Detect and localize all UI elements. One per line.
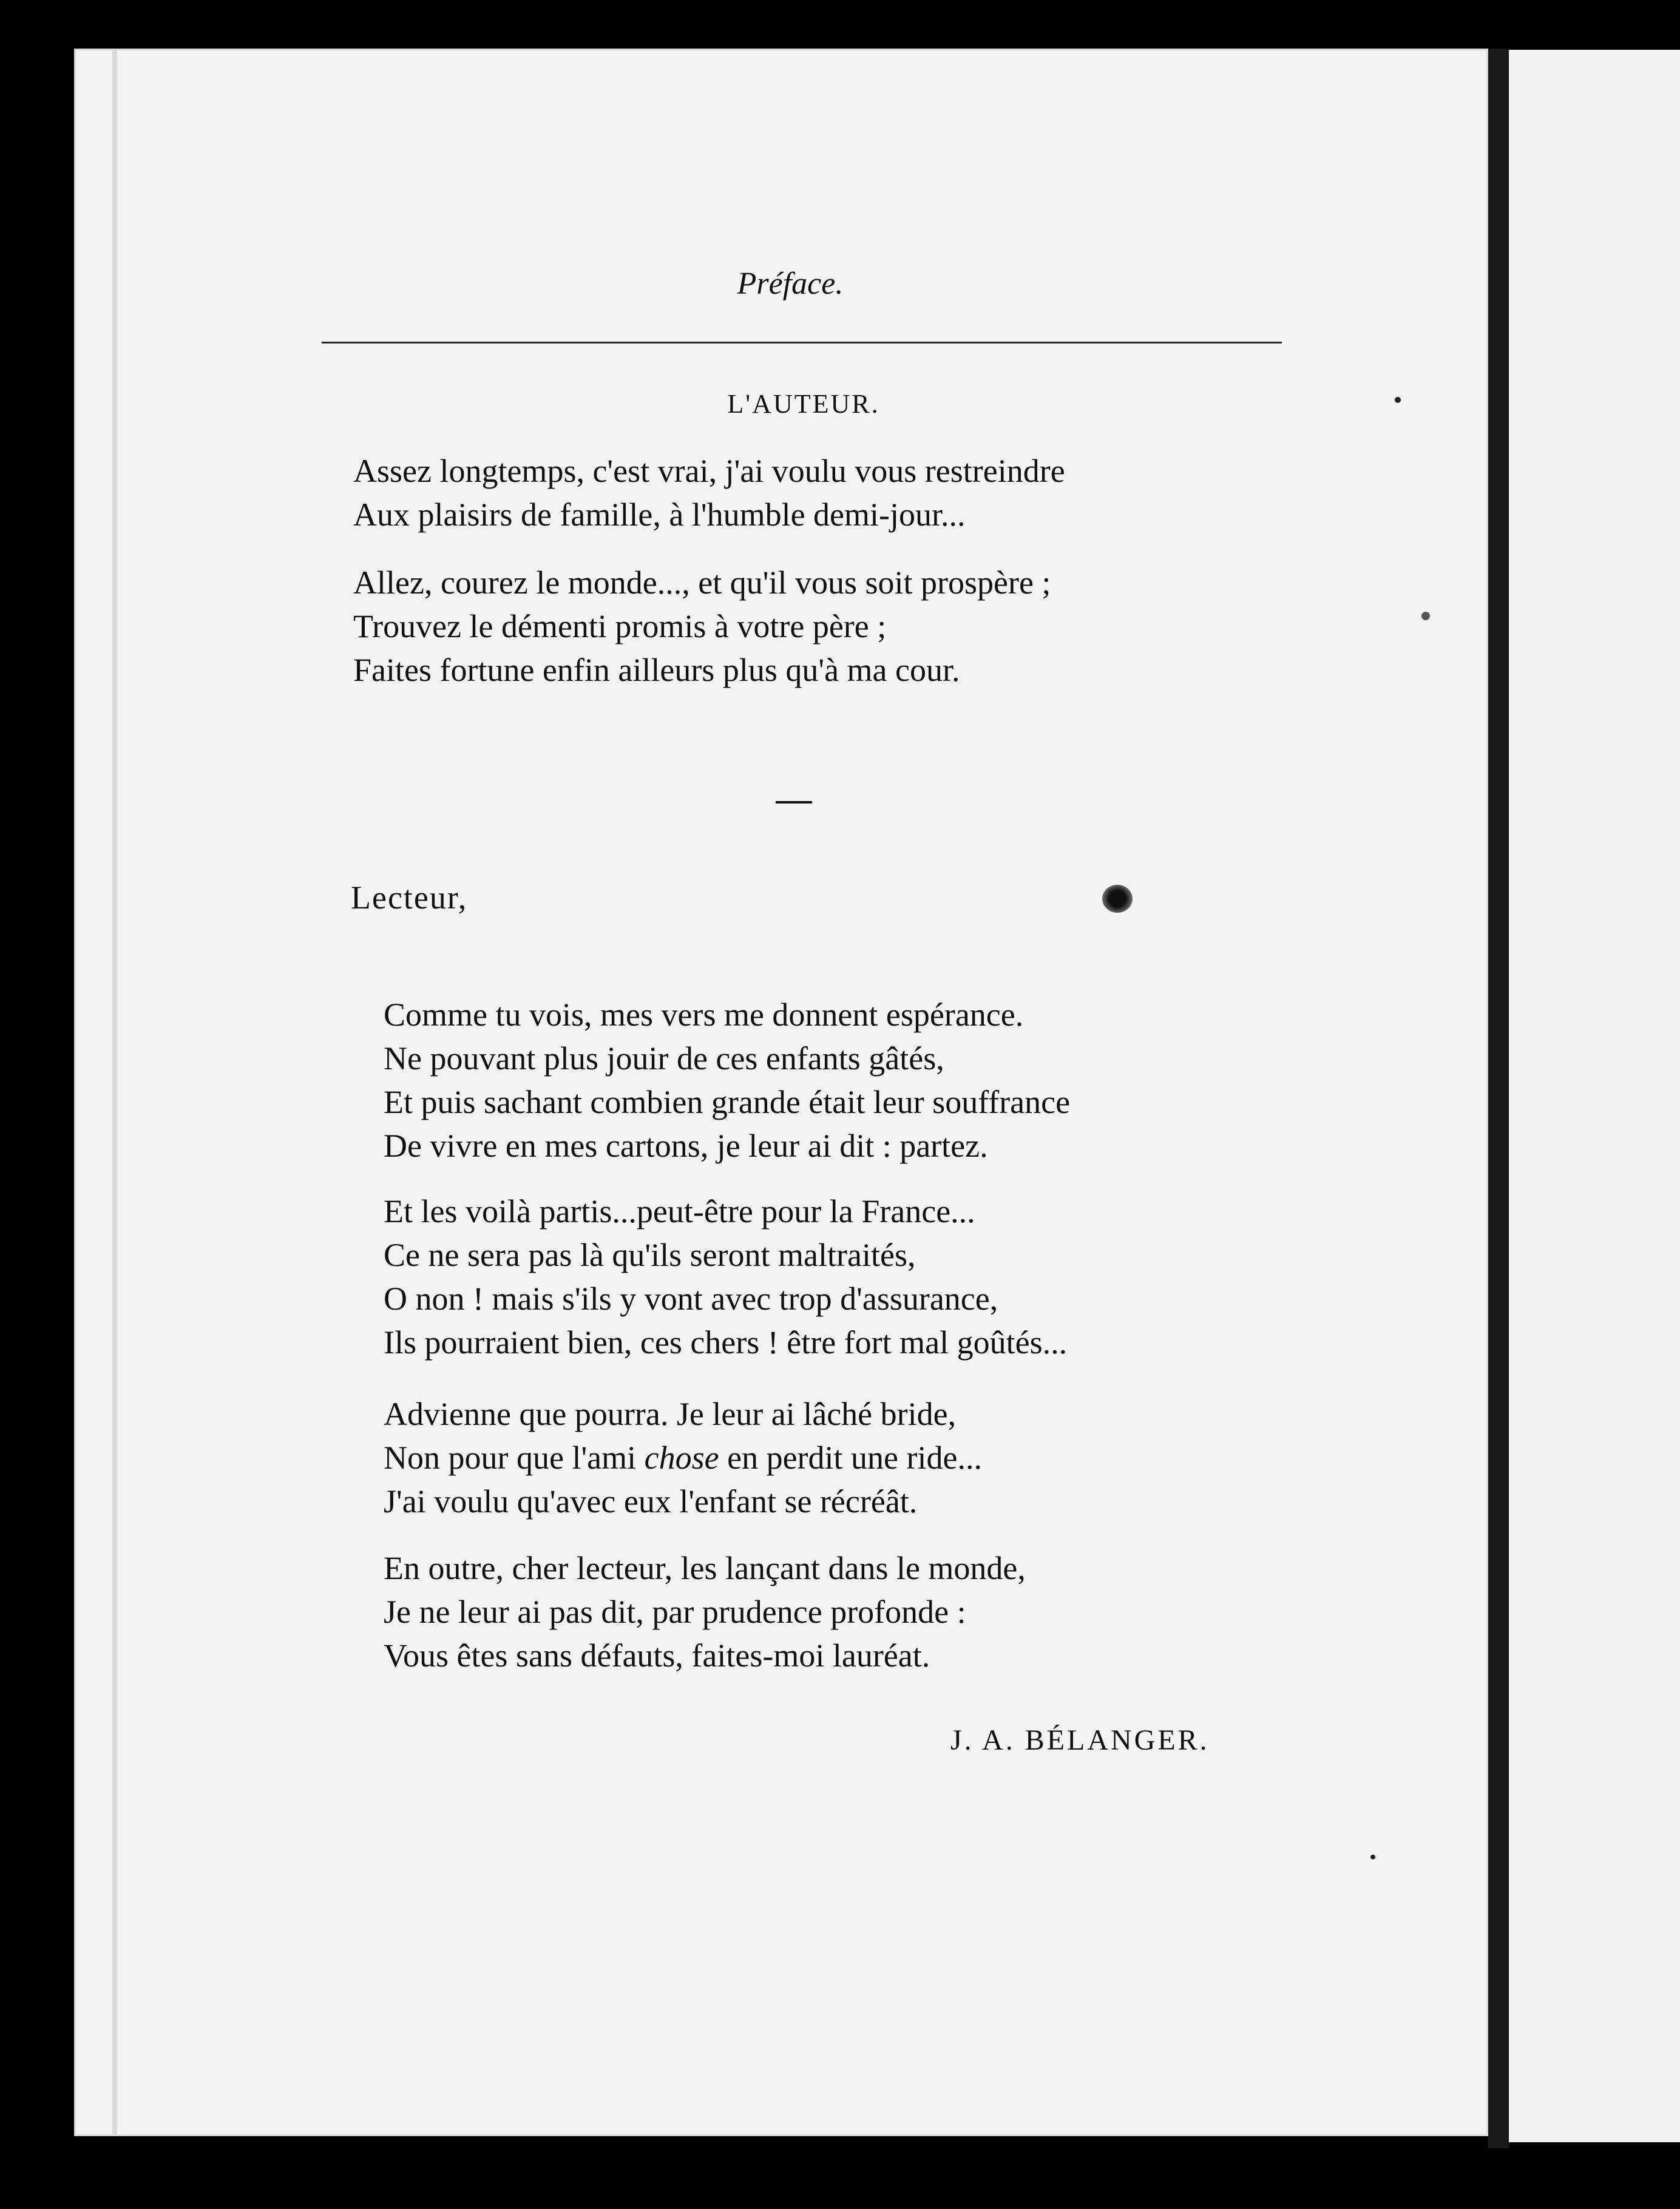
author-signature: J. A. BÉLANGER. [950, 1724, 1210, 1756]
author-stanza-2 [353, 561, 1051, 692]
verse-line: Ce ne sera pas là qu'ils seront maltraités, [384, 1237, 916, 1273]
verse-line: Advienne que pourra. Je leur ai lâché bride, [384, 1396, 957, 1432]
author-stanza-1 [353, 449, 1065, 536]
ink-speck [1370, 1855, 1375, 1859]
book-binding [1488, 49, 1509, 2148]
verse-line: Je ne leur ai pas dit, par prudence profonde : [384, 1594, 966, 1630]
verse-line: Comme tu vois, mes vers me donnent espérance. [384, 996, 1024, 1033]
page-edge [112, 49, 117, 2136]
verse-line: J'ai voulu qu'avec eux l'enfant se récréât. [384, 1483, 918, 1520]
ink-speck [1421, 612, 1430, 620]
verse-line: Assez longtemps, c'est vrai, j'ai voulu vous restreindre [353, 453, 1065, 489]
facing-page [1509, 50, 1680, 2142]
verse-line: De vivre en mes cartons, je leur ai dit : partez. [384, 1128, 988, 1164]
verse-line: Vous êtes sans défauts, faites-moi lauréat. [384, 1637, 930, 1674]
verse-line: Ils pourraient bien, ces chers ! être fort mal goûtés... [384, 1324, 1068, 1361]
verse-line: Trouvez le démenti promis à votre père ; [353, 608, 887, 644]
section-separator [776, 801, 812, 803]
page-header-text: Préface. [737, 266, 844, 301]
verse-line: Ne pouvant plus jouir de ces enfants gâtés, [384, 1040, 944, 1077]
speaker-heading [0, 388, 1680, 419]
header-rule [322, 342, 1282, 343]
verse-line: Allez, courez le monde..., et qu'il vous soit prospère ; [353, 564, 1051, 601]
verse-line: Faites fortune enfin ailleurs plus qu'à ma cour. [353, 652, 960, 688]
reader-stanza-3 [384, 1392, 982, 1523]
reader-stanza-1 [384, 993, 1070, 1168]
page-header [0, 266, 1680, 302]
reader-stanza-4 [384, 1546, 1026, 1677]
ink-speck [1395, 397, 1401, 403]
verse-line: Aux plaisirs de famille, à l'humble demi-jour... [353, 496, 966, 533]
verse-line: Et les voilà partis...peut-être pour la France... [384, 1193, 975, 1230]
verse-line [384, 1436, 982, 1480]
salutation: Lecteur, [351, 879, 468, 916]
speaker-heading-text: L'AUTEUR. [727, 389, 880, 419]
italic-word: chose [644, 1439, 719, 1476]
verse-segment: Non pour que l'ami chose en perdit une ride... [384, 1439, 982, 1476]
verse-line: O non ! mais s'ils y vont avec trop d'assurance, [384, 1280, 998, 1317]
verse-line: Et puis sachant combien grande était leur souffrance [384, 1084, 1071, 1120]
reader-stanza-2 [384, 1189, 1067, 1364]
verse-line: En outre, cher lecteur, les lançant dans le monde, [384, 1550, 1026, 1586]
ink-blot [1102, 885, 1133, 913]
